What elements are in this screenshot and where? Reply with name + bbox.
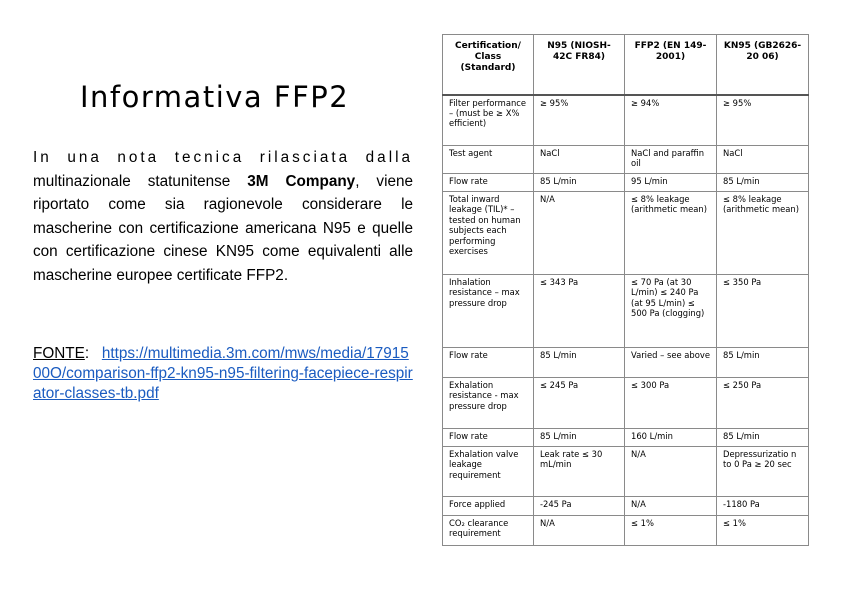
- table-cell: ≤ 250 Pa: [717, 378, 809, 429]
- body-text-main: , viene riportato come sia ragionevole considerare le mascherine con certificazione americana N95 e quelle con certificazione cinese KN95 come equivalenti alle mascherine europee certificate FFP2.: [33, 172, 413, 284]
- table-cell: -1180 Pa: [717, 497, 809, 515]
- comparison-table: [442, 34, 809, 546]
- table-row: [443, 446, 809, 497]
- comparison-table-wrapper: [442, 34, 808, 546]
- table-cell: NaCl: [534, 145, 625, 173]
- table-cell: Force applied: [443, 497, 534, 515]
- source-separator: :: [84, 345, 90, 362]
- table-cell: Depressurizatio n to 0 Pa ≥ 20 sec: [717, 446, 809, 497]
- table-cell: Exhalation resistance - max pressure drop: [443, 378, 534, 429]
- table-cell: Test agent: [443, 145, 534, 173]
- table-row: [443, 192, 809, 275]
- table-cell: Flow rate: [443, 428, 534, 446]
- table-cell: 85 L/min: [717, 173, 809, 191]
- table-cell: N/A: [534, 515, 625, 545]
- header-kn95: KN95 (GB2626-20 06): [717, 35, 809, 95]
- table-row: [443, 378, 809, 429]
- table-cell: 160 L/min: [625, 428, 717, 446]
- company-name: 3M Company: [247, 172, 356, 190]
- table-cell: Exhalation valve leakage requirement: [443, 446, 534, 497]
- table-cell: N/A: [625, 446, 717, 497]
- table-cell: 95 L/min: [625, 173, 717, 191]
- header-certification: Certification/ Class (Standard): [443, 35, 534, 95]
- table-cell: ≥ 95%: [534, 95, 625, 146]
- header-n95: N95 (NIOSH-42C FR84): [534, 35, 625, 95]
- body-paragraph: [33, 146, 413, 288]
- table-row: [443, 173, 809, 191]
- body-text-intro: multinazionale statunitense: [33, 172, 231, 190]
- table-cell: 85 L/min: [534, 347, 625, 377]
- table-cell: ≥ 95%: [717, 95, 809, 146]
- table-cell: N/A: [534, 192, 625, 275]
- table-cell: Flow rate: [443, 347, 534, 377]
- table-row: [443, 428, 809, 446]
- table-cell: CO₂ clearance requirement: [443, 515, 534, 545]
- table-cell: N/A: [625, 497, 717, 515]
- table-cell: NaCl and paraffin oil: [625, 145, 717, 173]
- table-cell: ≤ 8% leakage (arithmetic mean): [717, 192, 809, 275]
- table-row: [443, 515, 809, 545]
- table-cell: Filter performance – (must be ≥ X% efficient): [443, 95, 534, 146]
- source-section: [33, 344, 415, 404]
- source-link[interactable]: https://multimedia.3m.com/mws/media/1791500O/comparison-ffp2-kn95-n95-filtering-facepiece-respirator-classes-tb.pdf: [33, 345, 413, 402]
- table-cell: 85 L/min: [717, 428, 809, 446]
- table-row: [443, 347, 809, 377]
- body-text-line1: In una nota tecnica rilasciata dalla: [33, 149, 413, 166]
- table-cell: -245 Pa: [534, 497, 625, 515]
- table-cell: 85 L/min: [717, 347, 809, 377]
- table-cell: ≤ 245 Pa: [534, 378, 625, 429]
- page-title: Informativa FFP2: [80, 80, 350, 114]
- table-cell: NaCl: [717, 145, 809, 173]
- table-row: [443, 95, 809, 146]
- table-cell: Inhalation resistance – max pressure drop: [443, 274, 534, 347]
- table-cell: ≤ 300 Pa: [625, 378, 717, 429]
- header-ffp2: FFP2 (EN 149-2001): [625, 35, 717, 95]
- table-cell: ≤ 1%: [717, 515, 809, 545]
- table-cell: Total inward leakage (TIL)* – tested on human subjects each performing exercises: [443, 192, 534, 275]
- table-cell: ≤ 70 Pa (at 30 L/min) ≤ 240 Pa (at 95 L/min) ≤ 500 Pa (clogging): [625, 274, 717, 347]
- table-cell: ≤ 343 Pa: [534, 274, 625, 347]
- table-row: [443, 145, 809, 173]
- table-cell: ≤ 8% leakage (arithmetic mean): [625, 192, 717, 275]
- table-cell: ≤ 350 Pa: [717, 274, 809, 347]
- table-cell: 85 L/min: [534, 173, 625, 191]
- table-header-row: [443, 35, 809, 95]
- table-cell: ≥ 94%: [625, 95, 717, 146]
- table-cell: Leak rate ≤ 30 mL/min: [534, 446, 625, 497]
- table-cell: Varied – see above: [625, 347, 717, 377]
- table-cell: Flow rate: [443, 173, 534, 191]
- table-row: [443, 497, 809, 515]
- source-label: FONTE: [33, 345, 85, 362]
- table-cell: ≤ 1%: [625, 515, 717, 545]
- table-cell: 85 L/min: [534, 428, 625, 446]
- table-row: [443, 274, 809, 347]
